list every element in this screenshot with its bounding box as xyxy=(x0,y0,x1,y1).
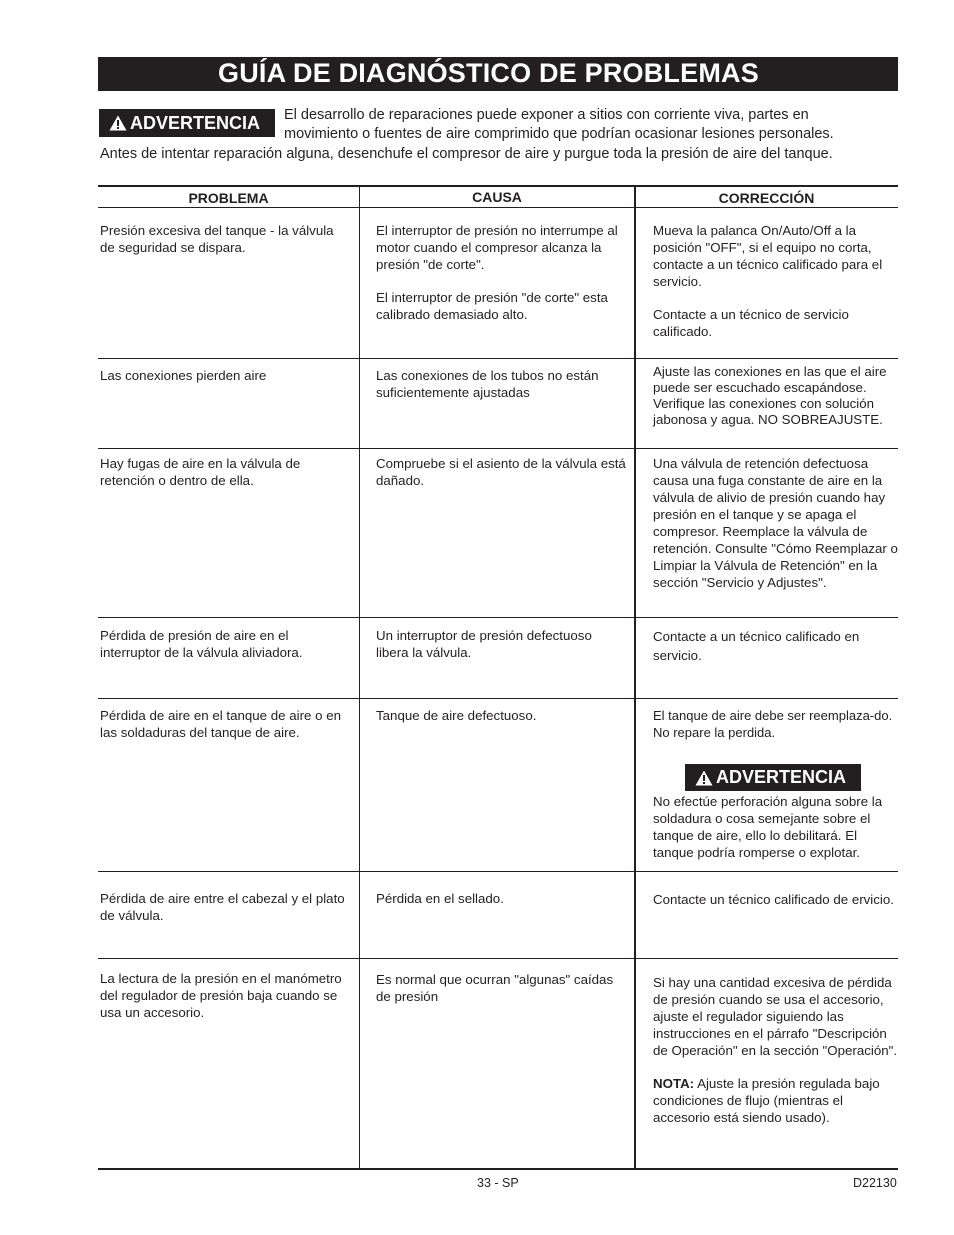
cause-text: El interruptor de presión "de corte" esta calibrado demasiado alto. xyxy=(376,290,608,322)
warning-label: ADVERTENCIA xyxy=(716,767,847,787)
note-label: NOTA: xyxy=(653,1076,695,1091)
problem-cell xyxy=(100,455,335,489)
header-cause: CAUSA xyxy=(472,189,522,205)
table-top-rule xyxy=(98,185,898,187)
problem-text: La lectura de la presión en el manómetro del regulador de presión baja cuando se usa un accesorio. xyxy=(100,971,342,1020)
correction-text: Una válvula de retención defectuosa causa una fuga constante de aire en la válvula de alivio de presión cuando hay presión en el tanque y se apaga el compresor. Reemplace la válvula de retención. Consulte "Cómo Reemplazar o Limpiar la Válvula de Retención" en la sección "Servicio y Adjustes". xyxy=(653,456,898,590)
problem-cell xyxy=(100,707,345,741)
problem-text: Pérdida de presión de aire en el interruptor de la válvula aliviadora. xyxy=(100,628,303,660)
warning-triangle-icon xyxy=(695,770,713,786)
problem-cell xyxy=(100,970,345,1021)
correction-cell xyxy=(653,627,898,665)
correction-text: El tanque de aire debe ser reemplaza-do. No repare la perdida. xyxy=(653,708,893,740)
document-code: D22130 xyxy=(853,1176,897,1190)
correction-cell xyxy=(653,364,898,428)
problem-cell xyxy=(100,627,345,661)
column-rule xyxy=(359,185,360,1168)
cause-text: Un interruptor de presión defectuoso libera la válvula. xyxy=(376,628,592,660)
cause-text: Es normal que ocurran "algunas" caídas de presión xyxy=(376,972,614,1004)
row-rule xyxy=(98,448,898,449)
table-bottom-rule xyxy=(98,1168,898,1170)
problem-text: Presión excesiva del tanque - la válvula de seguridad se dispara. xyxy=(100,223,334,255)
header-rule xyxy=(98,207,898,208)
problem-text: Pérdida de aire en el tanque de aire o en las soldaduras del tanque de aire. xyxy=(100,708,341,740)
cause-cell xyxy=(376,367,626,401)
cause-text: Tanque de aire defectuoso. xyxy=(376,708,537,723)
header-correction: CORRECCIÓN xyxy=(718,190,815,206)
cause-cell xyxy=(376,627,626,661)
row-rule xyxy=(98,698,898,699)
problem-text: Hay fugas de aire en la válvula de retención o dentro de ella. xyxy=(100,456,301,488)
correction-text: Si hay una cantidad excesiva de pérdida de presión cuando se usa el accesorio, ajuste el regulador siguiendo las instrucciones en el párrafo "Descripción de Operación" en la sección "Operación". xyxy=(653,975,898,1058)
problem-text: Las conexiones pierden aire xyxy=(100,368,267,383)
correction-cell xyxy=(653,455,898,591)
cause-text: El interruptor de presión no interrumpe al motor cuando el compresor alcanza la presión "de corte". xyxy=(376,223,618,272)
warning-text-cell xyxy=(653,793,898,861)
cause-cell xyxy=(376,890,626,907)
problem-cell xyxy=(100,367,335,384)
row-rule xyxy=(98,871,898,872)
correction-text: Ajuste las conexiones en las que el aire puede ser escuchado escapándose. Verifique las conexiones con solución jabonosa y agua. NO SOBREAJUSTE. xyxy=(653,364,887,427)
problem-text: Pérdida de aire entre el cabezal y el plato de válvula. xyxy=(100,891,345,923)
cause-cell xyxy=(376,971,626,1005)
note-body: Ajuste la presión regulada bajo condiciones de flujo (mientras el accesorio está siendo usado). xyxy=(653,1076,880,1125)
warning-badge xyxy=(685,764,861,791)
warning-badge xyxy=(99,109,275,137)
cause-cell xyxy=(376,707,626,724)
cause-text: Pérdida en el sellado. xyxy=(376,891,504,906)
correction-cell xyxy=(653,890,898,909)
correction-text: Mueva la palanca On/Auto/Off a la posición "OFF", si el equipo no corta, contacte a un técnico calificado para el servicio. xyxy=(653,223,883,289)
cause-text: Compruebe si el asiento de la válvula está dañado. xyxy=(376,456,626,488)
correction-cell xyxy=(653,222,898,340)
intro-line-2: movimiento o fuentes de aire comprimido que podrían ocasionar lesiones personales. xyxy=(284,126,834,142)
cause-cell xyxy=(376,455,626,489)
warning-label: ADVERTENCIA xyxy=(130,112,261,133)
title-bar xyxy=(98,57,898,91)
page-title: GUÍA DE DIAGNÓSTICO DE PROBLEMAS xyxy=(218,58,759,88)
problem-cell xyxy=(100,222,335,256)
correction-cell xyxy=(653,974,898,1126)
row-rule xyxy=(98,358,898,359)
row-rule xyxy=(98,958,898,959)
note-text xyxy=(653,1075,898,1126)
cause-text: Las conexiones de los tubos no están suficientemente ajustadas xyxy=(376,368,599,400)
intro-line-1: El desarrollo de reparaciones puede exponer a sitios con corriente viva, partes en xyxy=(284,107,809,123)
correction-text: Contacte a un técnico calificado en servicio. xyxy=(653,629,860,663)
problem-cell xyxy=(100,890,345,924)
correction-cell xyxy=(653,707,898,741)
column-rule xyxy=(634,185,636,1168)
warning-text: No efectúe perforación alguna sobre la soldadura o cosa semejante sobre el tanque de aire, ello lo debilitará. El tanque podría romperse o explotar. xyxy=(653,794,883,860)
warning-triangle-icon xyxy=(109,115,127,131)
intro-line-3: Antes de intentar reparación alguna, desenchufe el compresor de aire y purgue toda la presión de aire del tanque. xyxy=(100,146,833,162)
correction-text: Contacte a un técnico de servicio calificado. xyxy=(653,307,849,339)
row-rule xyxy=(98,617,898,618)
cause-cell xyxy=(376,222,626,323)
header-problem: PROBLEMA xyxy=(188,190,269,206)
page-number: 33 - SP xyxy=(477,1176,519,1190)
correction-text: Contacte un técnico calificado de ervicio. xyxy=(653,892,894,907)
